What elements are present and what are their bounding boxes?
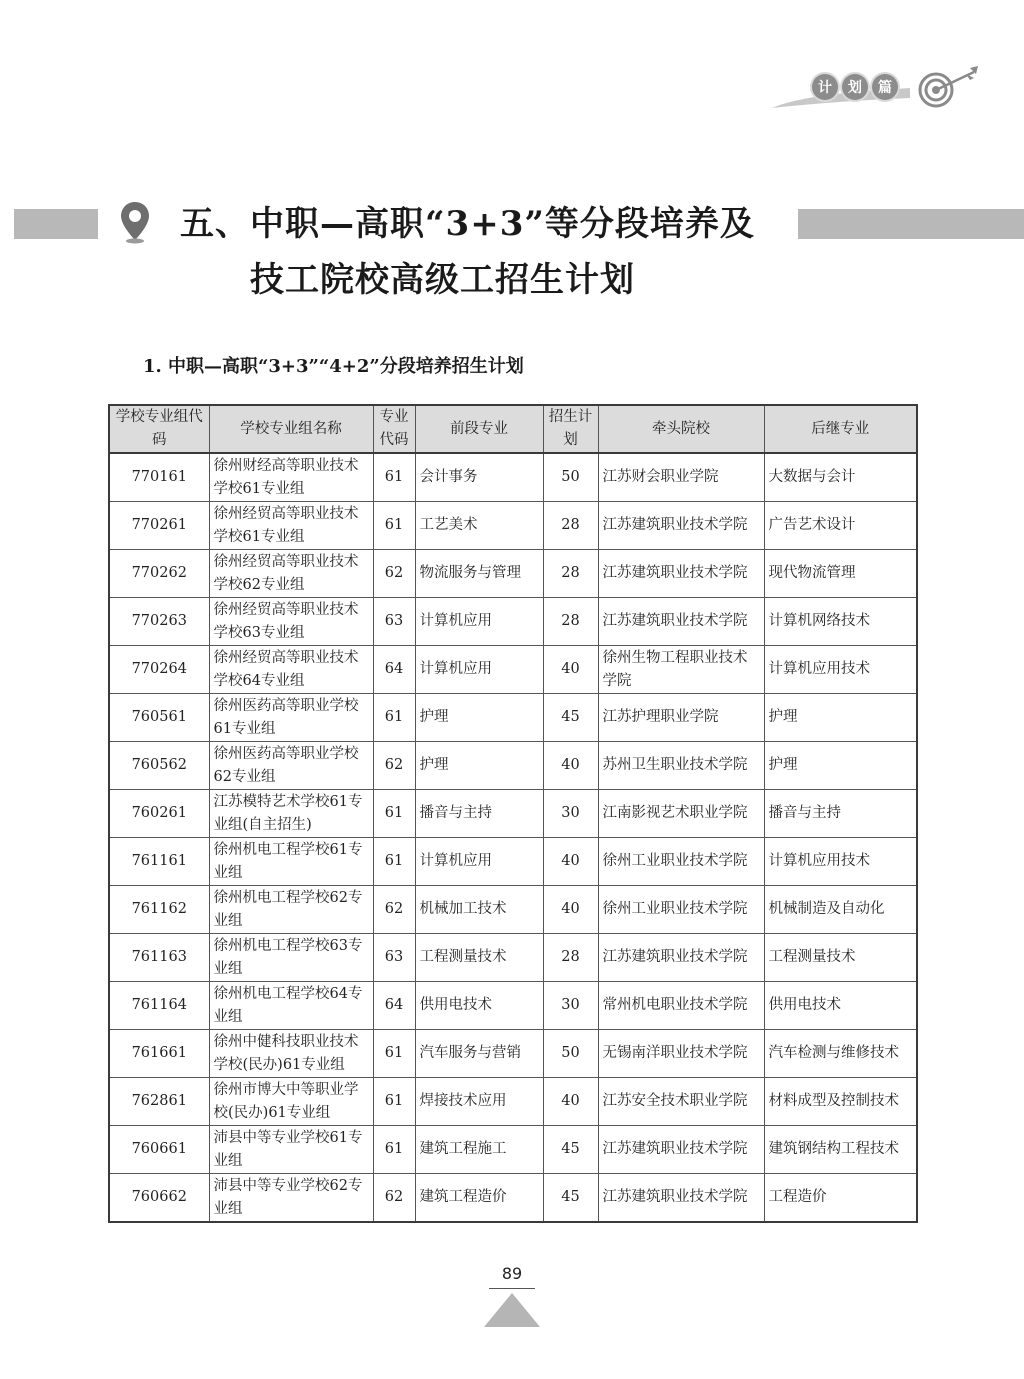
lead-college-cell: 江苏护理职业学院 [598,694,764,742]
table-row [109,598,917,646]
group-name-cell: 徐州财经高等职业技术学校61专业组 [209,453,373,502]
table-row [109,934,917,982]
front-major-cell: 建筑工程造价 [415,1174,543,1223]
triangle-decoration [482,1291,542,1329]
major-code-cell: 62 [373,1174,415,1223]
group-code-cell: 761163 [109,934,209,982]
front-major-cell: 会计事务 [415,453,543,502]
lead-college-cell: 徐州生物工程职业技术学院 [598,646,764,694]
group-name-cell: 徐州机电工程学校62专业组 [209,886,373,934]
group-code-cell: 761162 [109,886,209,934]
plan-count-cell: 40 [543,886,598,934]
column-header: 学校专业组代码 [109,405,209,453]
group-name-cell: 徐州经贸高等职业技术学校64专业组 [209,646,373,694]
table-row [109,646,917,694]
front-major-cell: 工程测量技术 [415,934,543,982]
column-header: 牵头院校 [598,405,764,453]
follow-major-cell: 大数据与会计 [764,453,917,502]
table-row [109,694,917,742]
plan-count-cell: 45 [543,1174,598,1223]
lead-college-cell: 江苏建筑职业技术学院 [598,502,764,550]
badge-label [812,74,908,100]
section-title [180,196,780,308]
group-code-cell: 762861 [109,1078,209,1126]
follow-major-cell: 工程造价 [764,1174,917,1223]
lead-college-cell: 无锡南洋职业技术学院 [598,1030,764,1078]
major-code-cell: 61 [373,453,415,502]
front-major-cell: 工艺美术 [415,502,543,550]
follow-major-cell: 现代物流管理 [764,550,917,598]
plan-count-cell: 28 [543,550,598,598]
front-major-cell: 护理 [415,694,543,742]
table-row [109,1078,917,1126]
heading-bar-left [14,209,98,239]
group-name-cell: 徐州经贸高等职业技术学校62专业组 [209,550,373,598]
lead-college-cell: 徐州工业职业技术学院 [598,886,764,934]
major-code-cell: 63 [373,598,415,646]
group-code-cell: 761661 [109,1030,209,1078]
plan-count-cell: 40 [543,1078,598,1126]
major-code-cell: 62 [373,742,415,790]
page-number-rule [489,1288,535,1289]
target-with-arrow-icon [918,62,982,114]
column-header: 前段专业 [415,405,543,453]
group-code-cell: 761161 [109,838,209,886]
map-pin-icon [118,200,152,244]
group-code-cell: 760661 [109,1126,209,1174]
plan-count-cell: 50 [543,453,598,502]
major-code-cell: 64 [373,646,415,694]
front-major-cell: 计算机应用 [415,646,543,694]
lead-college-cell: 江苏建筑职业技术学院 [598,550,764,598]
group-code-cell: 760562 [109,742,209,790]
follow-major-cell: 建筑钢结构工程技术 [764,1126,917,1174]
table-row [109,982,917,1030]
column-header: 专业代码 [373,405,415,453]
plan-count-cell: 40 [543,742,598,790]
table-row [109,838,917,886]
front-major-cell: 护理 [415,742,543,790]
follow-major-cell: 汽车检测与维修技术 [764,1030,917,1078]
group-code-cell: 761164 [109,982,209,1030]
plan-count-cell: 40 [543,838,598,886]
table-row [109,1174,917,1223]
heading-bar-right [798,209,1024,239]
badge-char: 划 [842,74,868,100]
group-code-cell: 760261 [109,790,209,838]
front-major-cell: 计算机应用 [415,838,543,886]
group-name-cell: 徐州机电工程学校63专业组 [209,934,373,982]
table-body [109,453,917,1222]
front-major-cell: 播音与主持 [415,790,543,838]
table-row [109,453,917,502]
front-major-cell: 计算机应用 [415,598,543,646]
group-name-cell: 徐州市博大中等职业学校(民办)61专业组 [209,1078,373,1126]
follow-major-cell: 计算机应用技术 [764,838,917,886]
table-row [109,886,917,934]
plan-count-cell: 30 [543,982,598,1030]
group-code-cell: 760561 [109,694,209,742]
badge-char: 篇 [872,74,898,100]
table-header-row [109,405,917,453]
group-code-cell: 760662 [109,1174,209,1223]
lead-college-cell: 江苏建筑职业技术学院 [598,934,764,982]
group-code-cell: 770261 [109,502,209,550]
table-row [109,1126,917,1174]
front-major-cell: 焊接技术应用 [415,1078,543,1126]
group-name-cell: 沛县中等专业学校61专业组 [209,1126,373,1174]
major-code-cell: 61 [373,1030,415,1078]
major-code-cell: 63 [373,934,415,982]
front-major-cell: 建筑工程施工 [415,1126,543,1174]
group-name-cell: 徐州机电工程学校61专业组 [209,838,373,886]
plan-count-cell: 28 [543,598,598,646]
table-row [109,502,917,550]
follow-major-cell: 计算机网络技术 [764,598,917,646]
plan-count-cell: 28 [543,502,598,550]
plan-count-cell: 28 [543,934,598,982]
follow-major-cell: 计算机应用技术 [764,646,917,694]
major-code-cell: 61 [373,1126,415,1174]
table-row [109,1030,917,1078]
front-major-cell: 汽车服务与营销 [415,1030,543,1078]
enrollment-plan-table [108,404,918,1223]
follow-major-cell: 工程测量技术 [764,934,917,982]
major-code-cell: 61 [373,502,415,550]
follow-major-cell: 播音与主持 [764,790,917,838]
follow-major-cell: 广告艺术设计 [764,502,917,550]
group-name-cell: 徐州经贸高等职业技术学校63专业组 [209,598,373,646]
group-name-cell: 徐州医药高等职业学校62专业组 [209,742,373,790]
subsection-title: 1. 中职—高职“3+3”“4+2”分段培养招生计划 [143,356,524,377]
table-row [109,790,917,838]
group-code-cell: 770263 [109,598,209,646]
table-row [109,742,917,790]
lead-college-cell: 江苏建筑职业技术学院 [598,1174,764,1223]
page-number: 89 [501,1264,523,1283]
lead-college-cell: 江南影视艺术职业学院 [598,790,764,838]
plan-count-cell: 45 [543,1126,598,1174]
major-code-cell: 62 [373,550,415,598]
plan-count-cell: 40 [543,646,598,694]
follow-major-cell: 机械制造及自动化 [764,886,917,934]
column-header: 后继专业 [764,405,917,453]
group-name-cell: 徐州经贸高等职业技术学校61专业组 [209,502,373,550]
section-title-line2: 技工院校高级工招生计划 [250,260,635,300]
front-major-cell: 物流服务与管理 [415,550,543,598]
major-code-cell: 61 [373,790,415,838]
group-name-cell: 徐州医药高等职业学校61专业组 [209,694,373,742]
lead-college-cell: 江苏建筑职业技术学院 [598,598,764,646]
plan-count-cell: 45 [543,694,598,742]
major-code-cell: 61 [373,694,415,742]
lead-college-cell: 江苏安全技术职业学院 [598,1078,764,1126]
major-code-cell: 64 [373,982,415,1030]
major-code-cell: 62 [373,886,415,934]
lead-college-cell: 苏州卫生职业技术学院 [598,742,764,790]
front-major-cell: 供用电技术 [415,982,543,1030]
group-code-cell: 770262 [109,550,209,598]
badge-char: 计 [812,74,838,100]
front-major-cell: 机械加工技术 [415,886,543,934]
group-code-cell: 770264 [109,646,209,694]
column-header: 招生计划 [543,405,598,453]
lead-college-cell: 江苏建筑职业技术学院 [598,1126,764,1174]
follow-major-cell: 材料成型及控制技术 [764,1078,917,1126]
group-name-cell: 徐州机电工程学校64专业组 [209,982,373,1030]
group-name-cell: 沛县中等专业学校62专业组 [209,1174,373,1223]
column-header: 学校专业组名称 [209,405,373,453]
major-code-cell: 61 [373,1078,415,1126]
plan-count-cell: 30 [543,790,598,838]
major-code-cell: 61 [373,838,415,886]
group-name-cell: 徐州中健科技职业技术学校(民办)61专业组 [209,1030,373,1078]
follow-major-cell: 护理 [764,742,917,790]
follow-major-cell: 护理 [764,694,917,742]
plan-count-cell: 50 [543,1030,598,1078]
lead-college-cell: 江苏财会职业学院 [598,453,764,502]
section-badge [770,58,990,118]
table-row [109,550,917,598]
group-name-cell: 江苏模特艺术学校61专业组(自主招生) [209,790,373,838]
lead-college-cell: 徐州工业职业技术学院 [598,838,764,886]
group-code-cell: 770161 [109,453,209,502]
section-title-line1: 五、中职—高职“3+3”等分段培养及 [180,204,755,244]
lead-college-cell: 常州机电职业技术学院 [598,982,764,1030]
follow-major-cell: 供用电技术 [764,982,917,1030]
